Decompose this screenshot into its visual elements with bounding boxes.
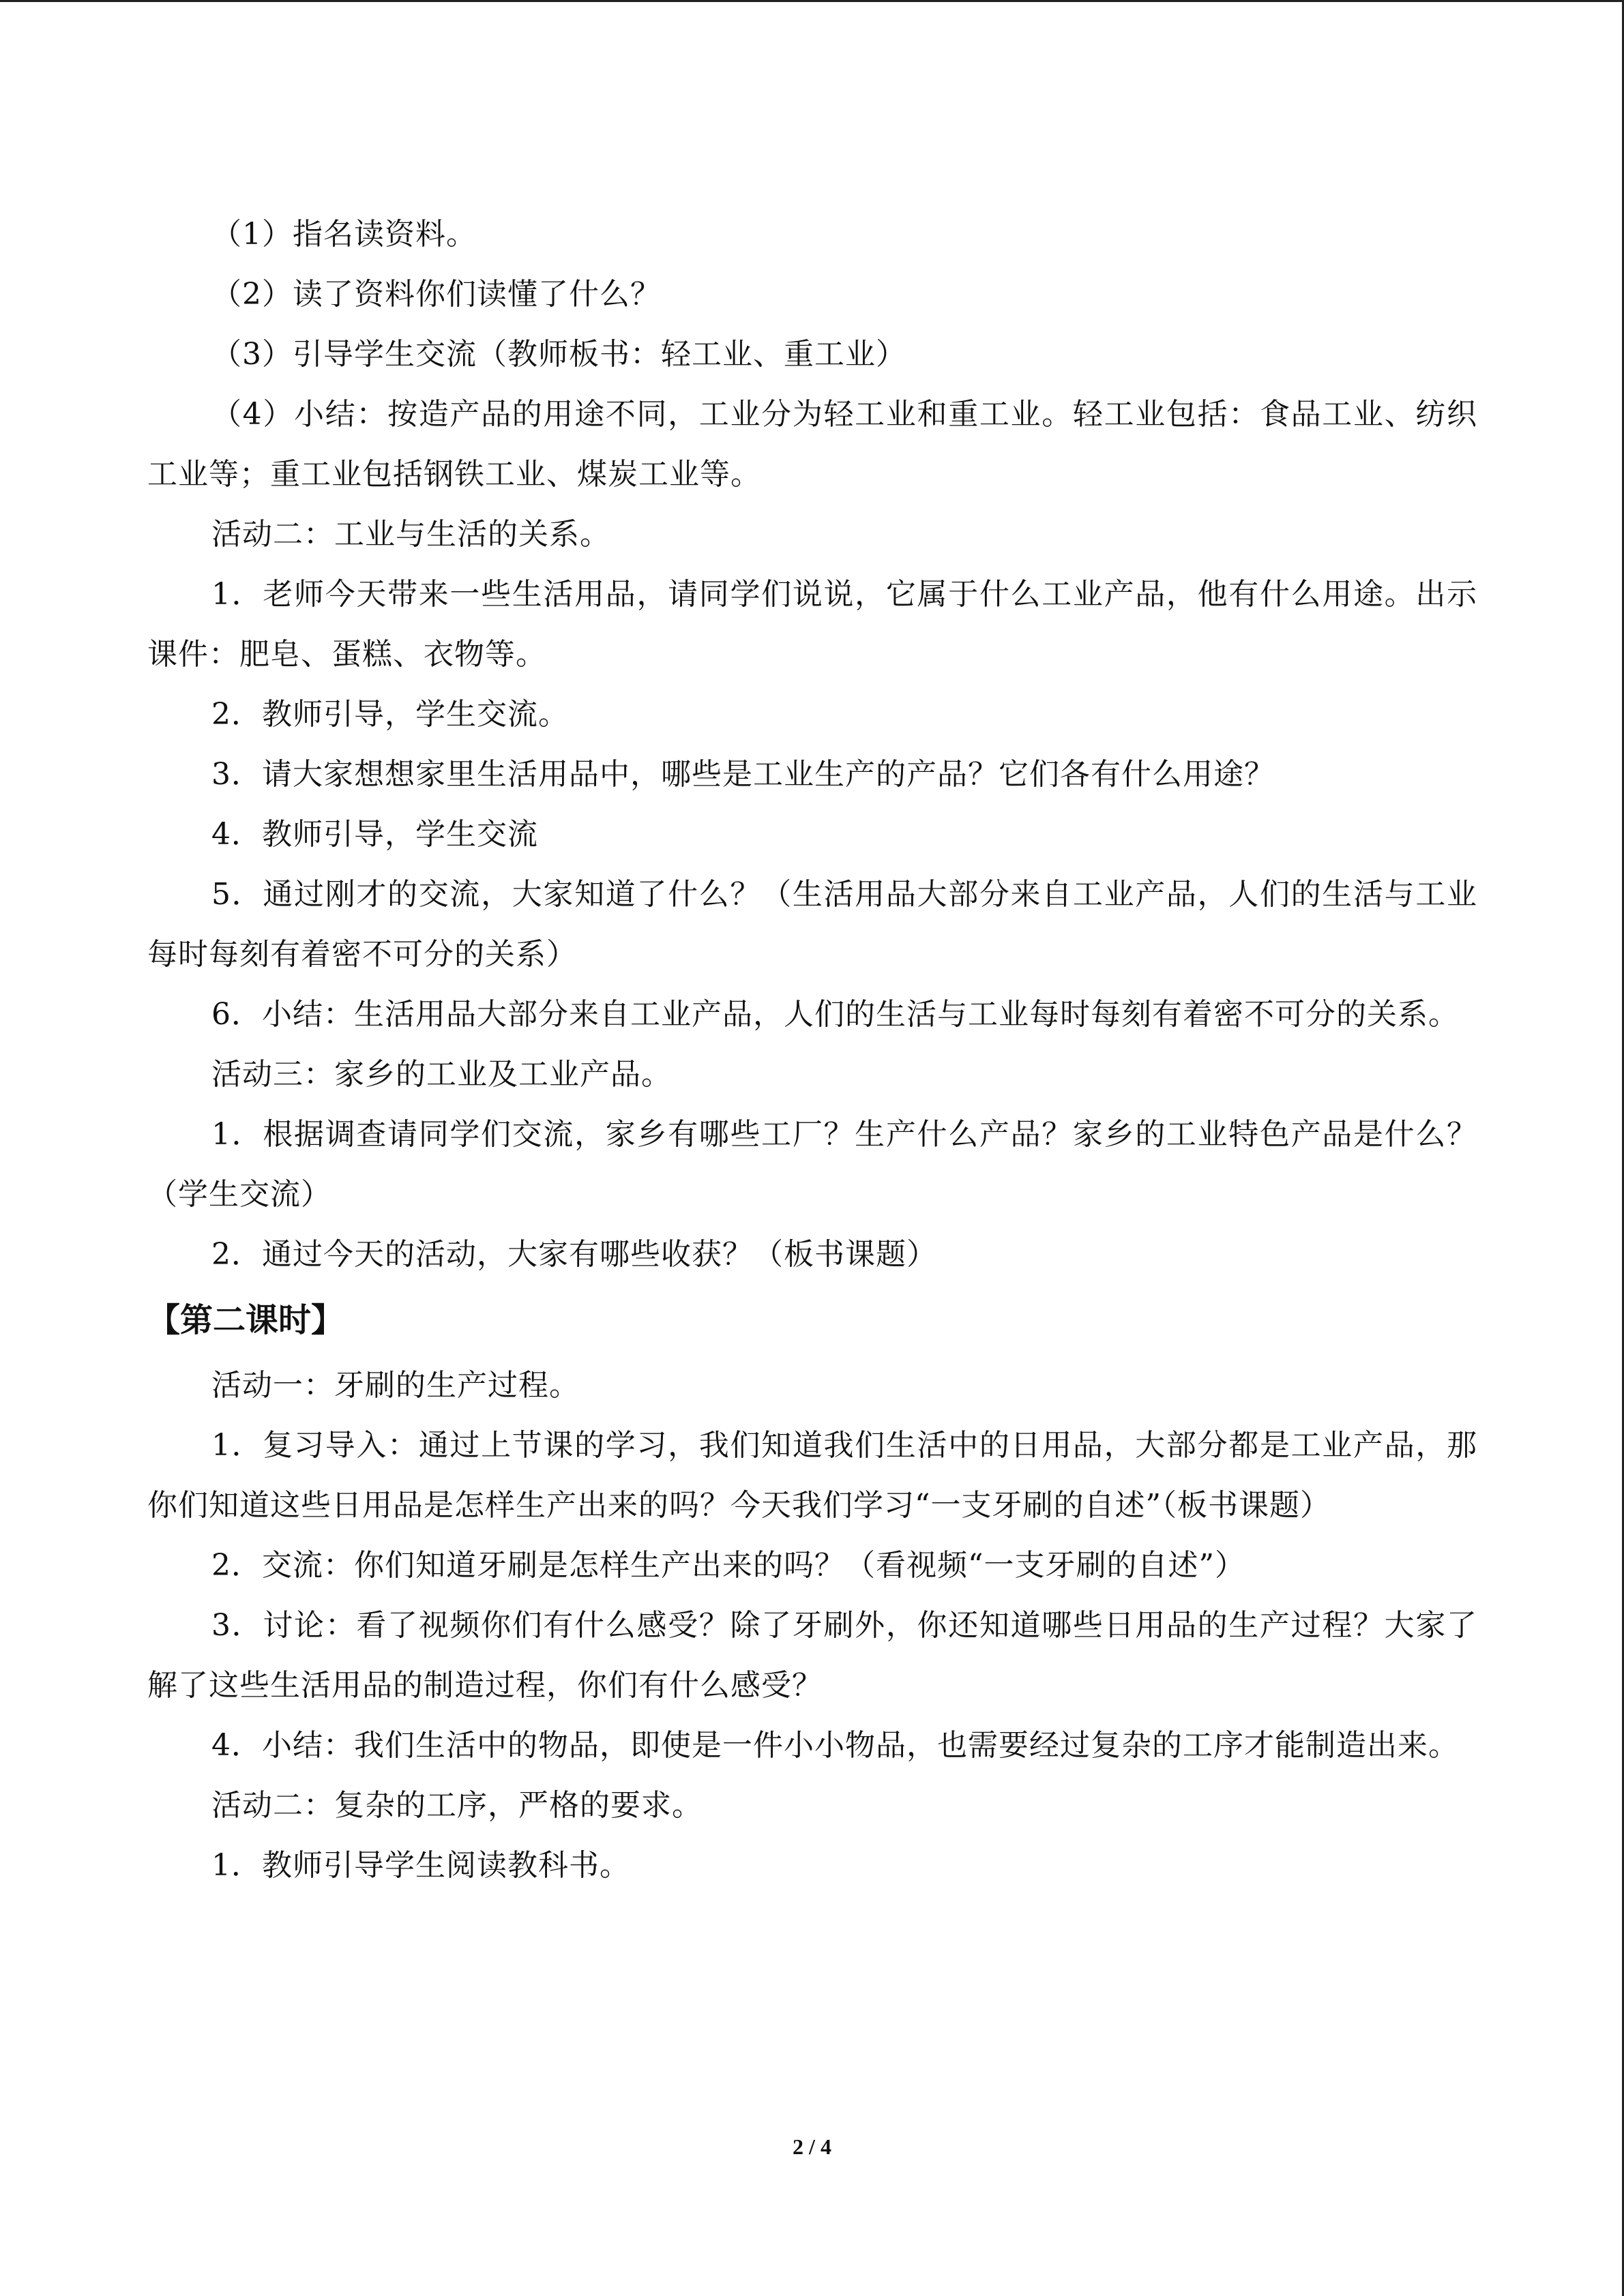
paragraph: （4）小结：按造产品的用途不同，工业分为轻工业和重工业。轻工业包括：食品工业、纺织工业等；重工业包括钢铁工业、煤炭工业等。 (147, 397, 1477, 492)
paragraph: 活动一：牙刷的生产过程。 (211, 1368, 580, 1403)
paragraph: 4．教师引导，学生交流 (211, 817, 538, 852)
paragraph: 1．复习导入：通过上节课的学习，我们知道我们生活中的日用品，大部分都是工业产品，那你们知道这些日用品是怎样生产出来的吗？今天我们学习“一支牙刷的自述”（板书课题） (147, 1428, 1477, 1523)
paragraph: 6．小结：生活用品大部分来自工业产品，人们的生活与工业每时每刻有着密不可分的关系。 (211, 997, 1459, 1032)
section-heading: 【第二课时】 (147, 1301, 344, 1339)
paragraph: 2．交流：你们知道牙刷是怎样生产出来的吗？（看视频“一支牙刷的自述”） (211, 1548, 1245, 1583)
paragraph: 3．讨论：看了视频你们有什么感受？除了牙刷外，你还知道哪些日用品的生产过程？大家了解了这些生活用品的制造过程，你们有什么感受？ (147, 1608, 1477, 1703)
paragraph: 1．教师引导学生阅读教科书。 (211, 1848, 630, 1883)
paragraph: 5．通过刚才的交流，大家知道了什么？（生活用品大部分来自工业产品，人们的生活与工业每时每刻有着密不可分的关系） (147, 877, 1477, 972)
paragraph: 2．教师引导，学生交流。 (211, 697, 569, 732)
paragraph: 活动三：家乡的工业及工业产品。 (211, 1057, 672, 1092)
document-body (147, 205, 1477, 1896)
paragraph: （1）指名读资料。 (211, 217, 477, 252)
paragraph: 4．小结：我们生活中的物品，即使是一件小小物品，也需要经过复杂的工序才能制造出来。 (211, 1728, 1459, 1763)
paragraph: （3）引导学生交流（教师板书：轻工业、重工业） (211, 337, 906, 372)
paragraph: 1．老师今天带来一些生活用品，请同学们说说，它属于什么工业产品，他有什么用途。出示课件：肥皂、蛋糕、衣物等。 (147, 577, 1477, 672)
paragraph: 3．请大家想想家里生活用品中，哪些是工业生产的产品？它们各有什么用途？ (211, 757, 1275, 792)
paragraph: 1．根据调查请同学们交流，家乡有哪些工厂？生产什么产品？家乡的工业特色产品是什么？（学生交流） (147, 1117, 1477, 1212)
paragraph: （2）读了资料你们读懂了什么？ (211, 277, 661, 312)
paragraph: 活动二：复杂的工序，严格的要求。 (211, 1788, 703, 1823)
page-number: 2 / 4 (793, 2134, 831, 2159)
paragraph: 2．通过今天的活动，大家有哪些收获？（板书课题） (211, 1237, 937, 1272)
paragraph: 活动二：工业与生活的关系。 (211, 517, 610, 552)
